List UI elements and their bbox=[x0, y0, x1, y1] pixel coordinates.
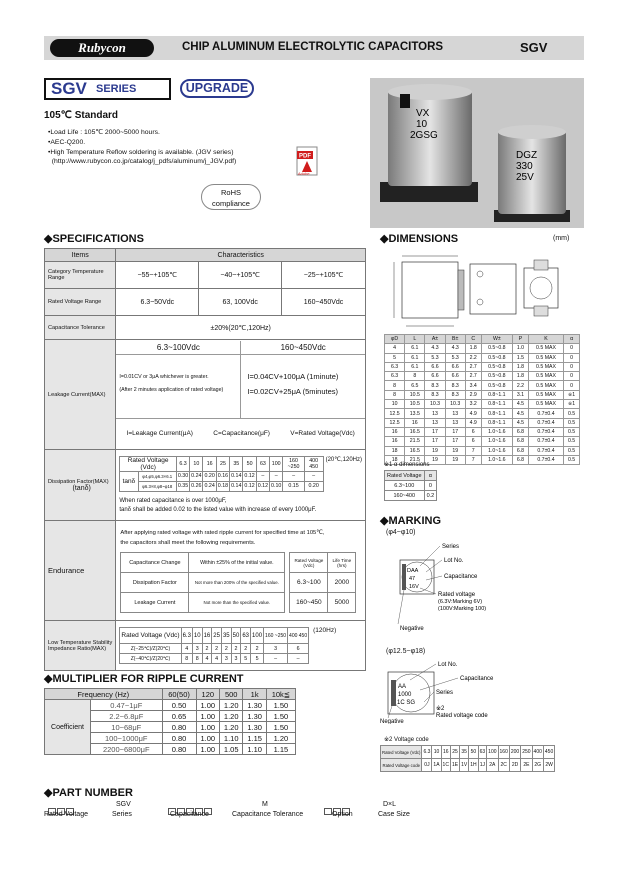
endurance-table: Capacitance Change Within ±25% of the initial value. Dissipation Factor Not more than 200% of the specified value. Leakage Current Not more than the specified value. bbox=[120, 552, 285, 613]
dimension-row: 12.5 16 13 13 4.9 0.8~1.1 4.5 0.7±0.4 0.5 bbox=[385, 418, 580, 427]
alpha-note: ※1 α dimensions bbox=[384, 462, 430, 468]
svg-text:Capacitance: Capacitance bbox=[460, 676, 494, 682]
rohs-badge: RoHS compliance bbox=[201, 184, 261, 210]
large-marking-diagram bbox=[380, 658, 580, 724]
items-header: Items bbox=[45, 249, 116, 262]
dimension-drawing bbox=[384, 248, 580, 332]
series-code: SGV bbox=[520, 40, 548, 55]
svg-text:Rated voltage code: Rated voltage code bbox=[436, 713, 488, 719]
pn-series-code: SGV bbox=[116, 801, 131, 808]
dimension-row: 4 6.1 4.3 4.3 1.8 0.5~0.8 1.0 0.5 MAX 0 bbox=[385, 344, 580, 353]
svg-text:※2: ※2 bbox=[436, 706, 445, 712]
dimension-row: 10 10.5 10.3 10.3 3.2 0.8~1.1 4.5 0.5 MAX ※1 bbox=[385, 400, 580, 409]
series-word: SERIES bbox=[96, 83, 137, 95]
svg-text:Series: Series bbox=[442, 544, 460, 550]
svg-text:1000: 1000 bbox=[398, 692, 412, 698]
svg-text:Capacitance: Capacitance bbox=[444, 574, 478, 580]
adobe-label: Adobe bbox=[298, 171, 310, 176]
svg-text:AA: AA bbox=[398, 684, 407, 690]
part-number-labels: Rated Voltage Series Capacitance Capacitance Tolerance Option Case Size bbox=[44, 811, 410, 818]
voltage-code-title: ※2 Voltage code bbox=[384, 737, 429, 743]
alpha-table: Rated Voltage α 6.3~100 0 160~400 0.2 bbox=[384, 470, 437, 501]
dimension-row: 18 16.5 19 19 7 1.0~1.6 6.8 0.7±0.4 0.5 bbox=[385, 446, 580, 455]
lowtemp-table: Rated Voltage (Vdc) 6.3 10 16 25 35 50 63 100 160 ~250 400 450 Z(−25℃)/Z(20℃) 4 3 2 2 2 2 2 2 3 6 Z(−40℃)/Z(20℃) 8 8 4 4 3 3 5 5 – – bbox=[119, 627, 309, 664]
series-name: SGV bbox=[51, 79, 87, 98]
cap2-line3: 25V bbox=[516, 172, 534, 183]
large-range: (φ12.5~φ18) bbox=[386, 648, 426, 655]
feature-item: •Load Life : 105℃ 2000~5000 hours. bbox=[48, 129, 160, 136]
dimensions-title: ◆DIMENSIONS bbox=[380, 233, 459, 245]
df-table: Rated Voltage (Vdc) 6.3 10 16 25 35 50 63 100 160 ~250 400 450 tanδ φ4,φ5,φ6.3×6.1 0.30 0.24 0.20 0.16 0.14 0.12 – – – – φ6.3×8,φ8~φ18 0.35 0.26 0.24 0.18 0.14 0.12 0.12 0.10 0.15 0.20 bbox=[119, 456, 323, 492]
brand-logo: Rubycon bbox=[50, 39, 154, 57]
char-header: Characteristics bbox=[116, 249, 366, 262]
cap1-line1: VX bbox=[416, 108, 430, 119]
feature-list bbox=[48, 128, 236, 167]
svg-text:Lot No.: Lot No. bbox=[444, 558, 464, 564]
doc-title: CHIP ALUMINUM ELECTROLYTIC CAPACITORS bbox=[182, 41, 444, 53]
dimension-row: 5 6.1 5.3 5.3 2.2 0.5~0.8 1.5 0.5 MAX 0 bbox=[385, 353, 580, 362]
ripple-title: ◆MULTIPLIER FOR RIPPLE CURRENT bbox=[44, 673, 244, 685]
upgrade-badge: UPGRADE bbox=[180, 79, 254, 98]
svg-text:Lot No.: Lot No. bbox=[438, 662, 458, 668]
standard-label: 105℃ Standard bbox=[44, 110, 119, 121]
dimension-row: 16 16.5 17 17 6 1.0~1.6 6.8 0.7±0.4 0.5 bbox=[385, 427, 580, 436]
svg-text:(100V:Marking 100): (100V:Marking 100) bbox=[438, 606, 487, 612]
pn-tolerance-code: M bbox=[262, 801, 268, 808]
cap1-line3: 2GSG bbox=[410, 130, 438, 141]
small-marking-diagram bbox=[380, 540, 580, 632]
svg-text:Negative: Negative bbox=[400, 626, 424, 632]
part-number-title: ◆PART NUMBER bbox=[44, 787, 133, 799]
pdf-label: PDF bbox=[299, 153, 311, 160]
dimension-row: 16 21.5 17 17 6 1.0~1.6 6.8 0.7±0.4 0.5 bbox=[385, 437, 580, 446]
dimension-row: 6.3 8 6.6 6.6 2.7 0.5~0.8 1.8 0.5 MAX 0 bbox=[385, 372, 580, 381]
svg-text:DAA: DAA bbox=[407, 568, 419, 574]
dimension-row: φD L A± B± C W± P K α bbox=[385, 335, 580, 344]
svg-text:16V: 16V bbox=[409, 584, 419, 590]
spec-title: ◆SPECIFICATIONS bbox=[44, 233, 144, 245]
dimensions-table bbox=[384, 334, 580, 465]
voltage-code-table: Rated Voltage (Vdc) 6.3 10 16 25 35 50 63 100 160 200 250 400 450 Rated Voltage code 0J 1A 1C 1E 1V 1H 1J 2A 2C 2D 2E 2G 2W bbox=[380, 745, 555, 772]
dimensions-unit: (mm) bbox=[553, 235, 570, 242]
feature-link[interactable]: (http://www.rubycon.co.jp/catalog/j_pdfs/aluminum/j_JGV.pdf) bbox=[48, 158, 237, 166]
dimension-row: 18 21.5 19 19 7 1.0~1.6 6.8 0.7±0.4 0.5 bbox=[385, 455, 580, 464]
dimension-row: 8 10.5 8.3 8.3 2.9 0.8~1.1 3.1 0.5 MAX ※1 bbox=[385, 390, 580, 399]
svg-text:Series: Series bbox=[436, 690, 454, 696]
life-table: Rated Voltage (Vdc) Life Time (hrs) 6.3~100 2000 160~450 5000 bbox=[289, 552, 356, 613]
product-photo bbox=[370, 78, 584, 228]
marking-title: ◆MARKING bbox=[380, 515, 442, 527]
cap2-line2: 330 bbox=[516, 161, 533, 172]
dimension-row: 12.5 13.5 13 13 4.9 0.8~1.1 4.5 0.7±0.4 0.5 bbox=[385, 409, 580, 418]
svg-text:(6.3V:Marking 6V): (6.3V:Marking 6V) bbox=[438, 599, 483, 605]
svg-text:1C SG: 1C SG bbox=[397, 700, 416, 706]
cap1-line2: 10 bbox=[416, 119, 428, 130]
feature-item: •AEC-Q200. bbox=[48, 138, 86, 146]
ripple-table: Frequency (Hz) 60(50) 120 500 1k 10k≦ Coefficient 0.47~1μF 0.50 1.00 1.20 1.30 1.50 2.2~6.8μF 0.65 1.00 1.20 1.30 1.50 10~68μF 0.80 1.00 1.20 1.30 1.50 100~1000μF 0.80 1.00 1.10 1.15 1.20 2200~6800μF 0.80 1.00 1.05 1.10 1.15 bbox=[44, 688, 296, 755]
spec-table: Items Characteristics Category Temperature Range −55~+105℃ −40~+105℃ −25~+105℃ Rated Voltage Range 6.3~50Vdc 63, 100Vdc 160~450Vdc Capacitance Tolerance ±20%(20℃,120Hz) Leakage Current(MAX) 6.3~100Vdc 160~450Vdc I=0.01CV or 3μA whichever is greater. (After 2 minutes application of rated voltage) I=0.04CV+100μA (1minute) I=0.02CV+25μA (5minutes) I=Leakage Current(μA) C=Capacitance(μF) V=Rated Voltage(Vdc) Dissipation Factor(MAX) (tanδ) Rated Voltage (Vdc) 6.3 10 16 25 35 50 63 100 160 ~250 400 450 tanδ φ4,φ5,φ6.3×6.1 0.30 0.24 0.20 0.16 0.14 0.12 – – – – φ6.3×8,φ8~φ18 0.35 0.26 0.24 0.18 0.14 0.12 0.12 0.10 0.15 0.20 (20℃,120Hz) When rated capacitance is over 1000μF, tanδ shall be added 0.02 to the listed value with increase of every 1000μF. Endurance After applying rated voltage with rated ripple current for specified time at 105℃, the capacitors shall meet the following requirements. Capacitance Change Within ±25% of the initial value. Dissipation Factor Not more than 200% of the specified value. Leakage Current Not more than the specified value. Rated Voltage (Vdc) Life Time (hrs) 6.3~100 2000 160~450 5000 Low Temperature Stability Impedance Ratio(MAX) Rated Voltage (Vdc) 6.3 10 16 25 35 50 63 100 160 ~250 400 450 Z(−25℃)/Z(20℃) 4 3 2 2 2 2 2 2 3 6 Z(−40℃)/Z(20℃) 8 8 4 4 3 3 5 5 – – (120Hz) bbox=[44, 248, 366, 671]
pn-case-code: D×L bbox=[383, 801, 397, 808]
dimension-row: 8 6.5 8.3 8.3 3.4 0.5~0.8 2.2 0.5 MAX 0 bbox=[385, 381, 580, 390]
feature-item: •High Temperature Reflow soldering is available. (JGV series) bbox=[48, 148, 234, 156]
svg-text:47: 47 bbox=[409, 576, 416, 582]
svg-text:Rated voltage: Rated voltage bbox=[438, 592, 476, 598]
svg-text:Negative: Negative bbox=[380, 719, 404, 724]
small-range: (φ4~φ10) bbox=[386, 529, 416, 536]
pdf-icon[interactable] bbox=[296, 146, 318, 176]
dimension-row: 6.3 6.1 6.6 6.6 2.7 0.5~0.8 1.8 0.5 MAX 0 bbox=[385, 362, 580, 371]
cap2-line1: DGZ bbox=[516, 150, 538, 161]
